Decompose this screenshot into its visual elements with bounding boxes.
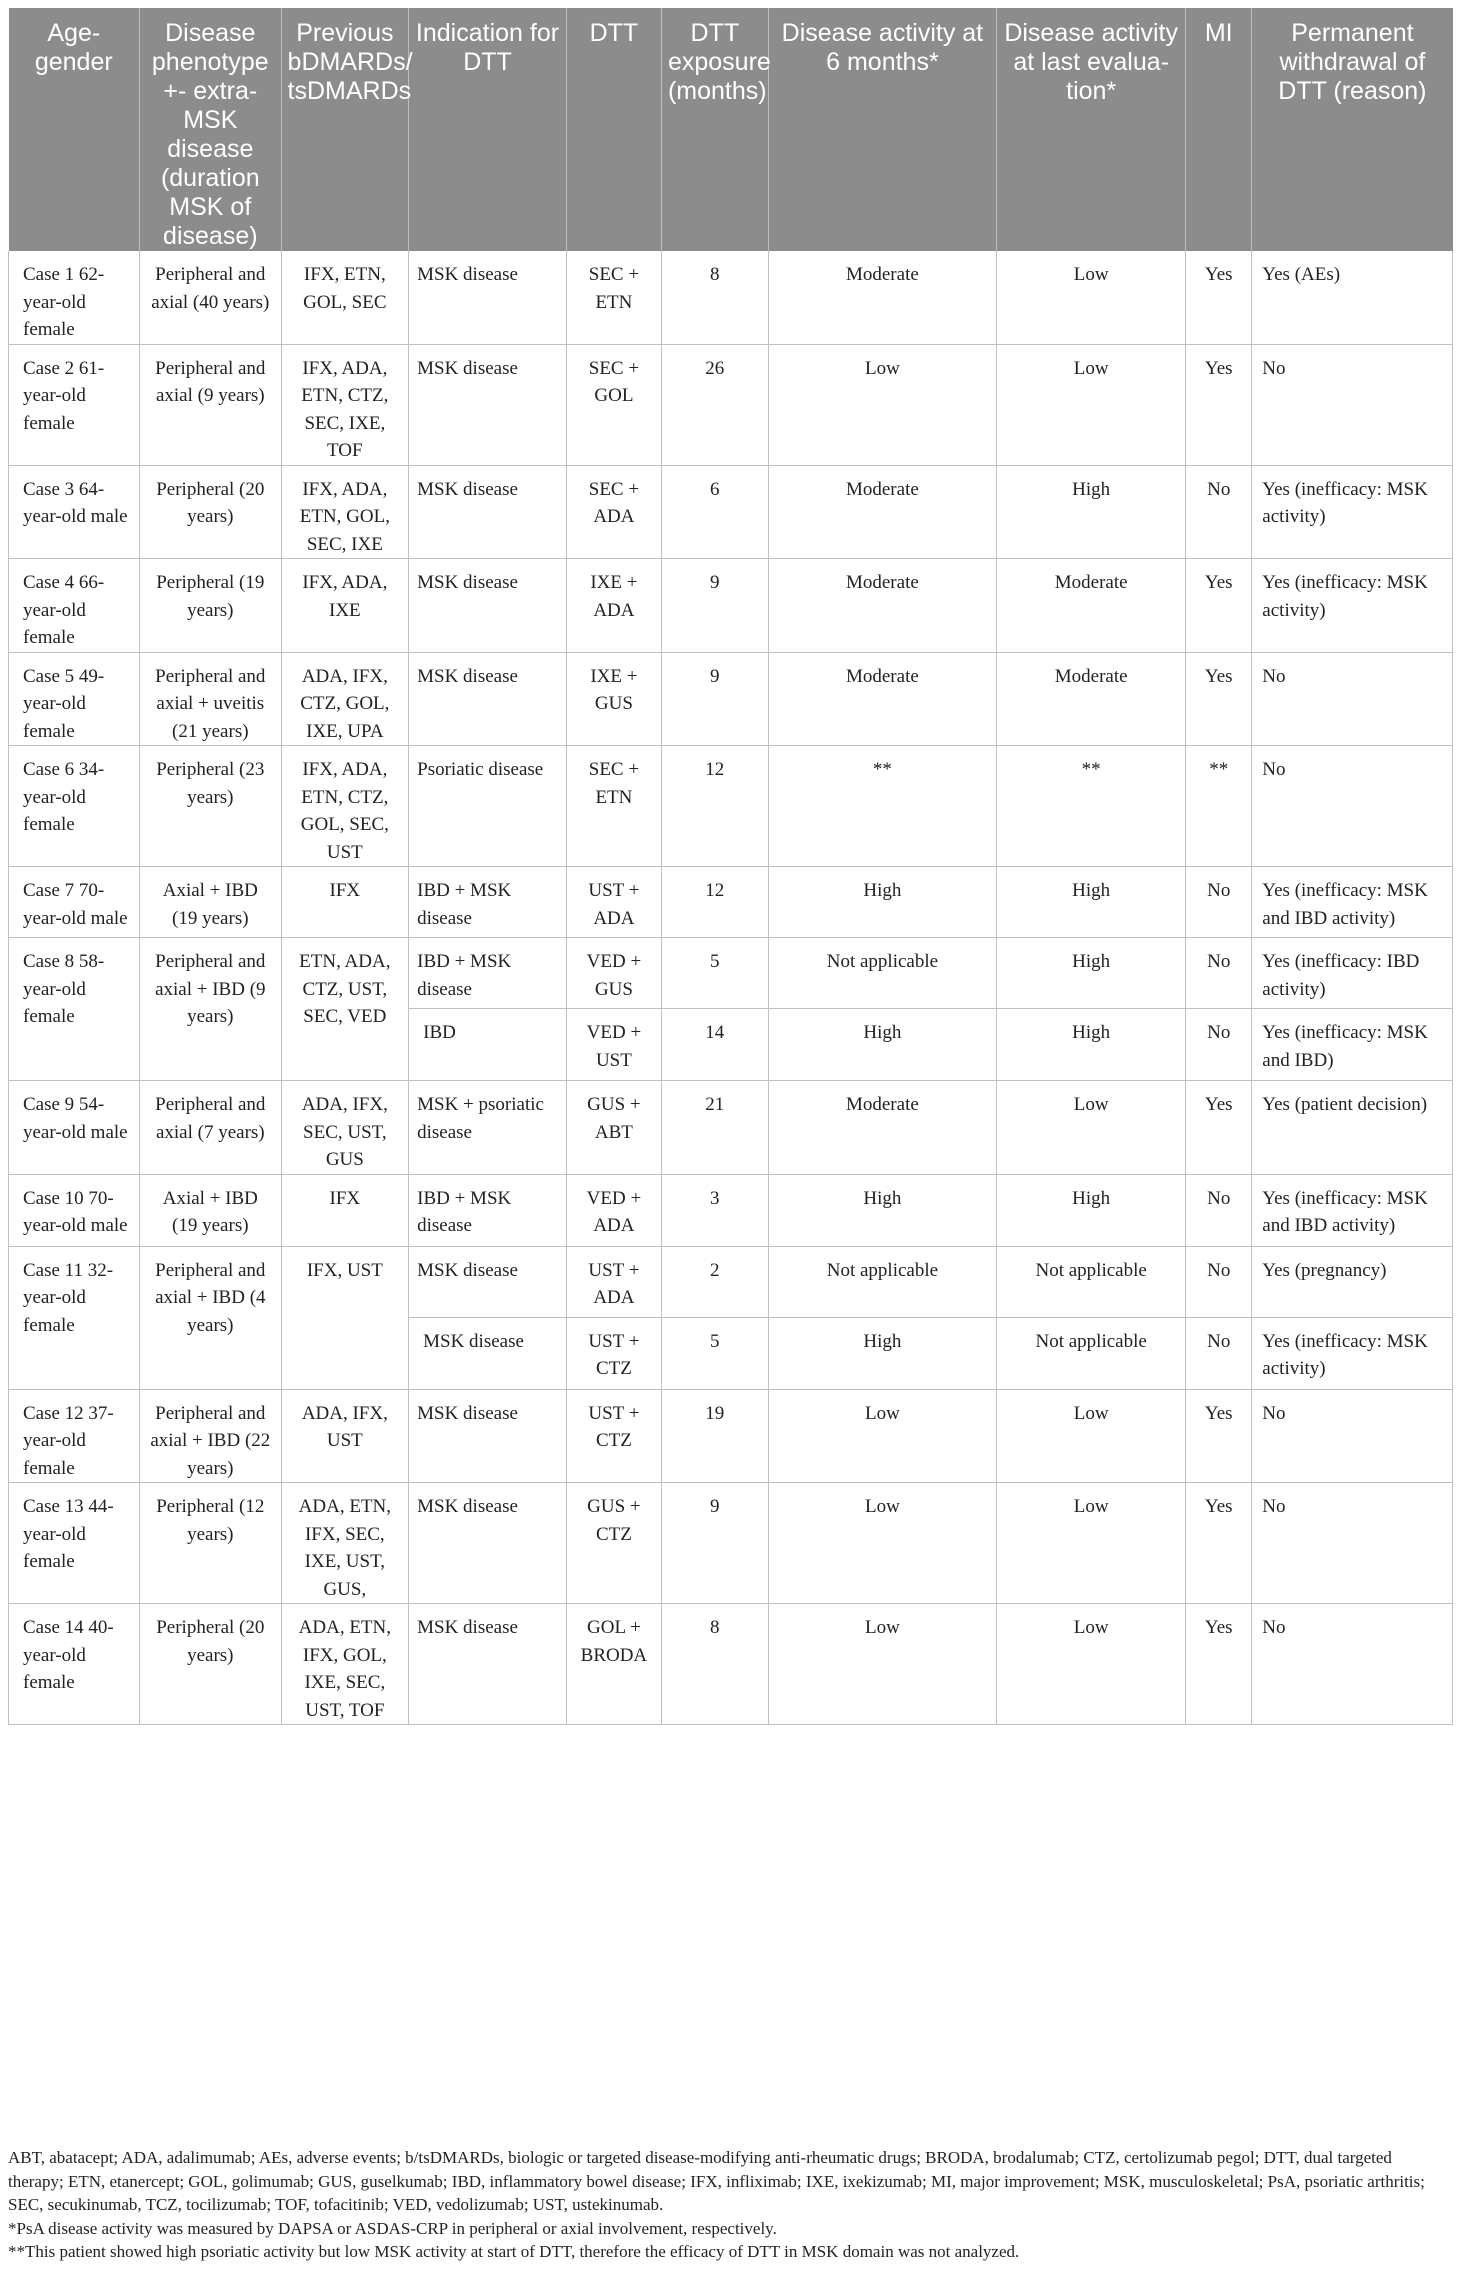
mi-cell: Yes [1186,559,1252,653]
activity-6m-cell: High [768,1009,996,1081]
dtt-cell: VED + GUS [566,938,661,1009]
phenotype-cell: Peripheral and axial + IBD (9 years) [140,938,282,1081]
case-cell: Case 8 58-year-old female [9,938,140,1081]
indication-cell: MSK disease [409,344,567,465]
previous-dmards-cell: ADA, IFX, SEC, UST, GUS [281,1081,409,1175]
activity-6m-cell: High [768,1174,996,1246]
phenotype-cell: Peripheral and axial (9 years) [140,344,282,465]
dtt-cell: SEC + ETN [566,746,661,867]
activity-6m-cell: Moderate [768,465,996,559]
previous-dmards-cell: ADA, IFX, CTZ, GOL, IXE, UPA [281,652,409,746]
indication-cell: MSK disease [409,559,567,653]
mi-cell: Yes [1186,251,1252,344]
dtt-cell: SEC + ADA [566,465,661,559]
case-cell: Case 6 34-year-old female [9,746,140,867]
header-dtt: DTT [566,8,661,251]
activity-6m-cell: High [768,867,996,938]
exposure-cell: 9 [661,1483,768,1604]
case-cell: Case 3 64-year-old male [9,465,140,559]
dtt-cell: GUS + ABT [566,1081,661,1175]
exposure-cell: 12 [661,746,768,867]
exposure-cell: 9 [661,652,768,746]
exposure-cell: 3 [661,1174,768,1246]
dtt-cell: UST + ADA [566,1246,661,1317]
activity-6m-cell: Moderate [768,559,996,653]
previous-dmards-cell: ETN, ADA, CTZ, UST, SEC, VED [281,938,409,1081]
exposure-cell: 2 [661,1246,768,1317]
activity-last-cell: Not applicable [997,1317,1186,1389]
header-mi: MI [1186,8,1252,251]
withdrawal-cell: Yes (patient decision) [1252,1081,1453,1175]
indication-cell: Psoriatic disease [409,746,567,867]
exposure-cell: 26 [661,344,768,465]
mi-cell: No [1186,465,1252,559]
table-row [9,1246,1453,1317]
abbreviations-note: ABT, abatacept; ADA, adalimumab; AEs, adverse events; b/tsDMARDs, biologic or targeted disease-modifying anti-rheumatic drugs; BRODA, brodalumab; CTZ, certolizumab pegol; DTT, dual targeted therapy; ETN, etanercept; GOL, golimumab; GUS, guselkumab; IBD, inflammatory bowel disease; IFX, infliximab; IXE, ixekizumab; MI, major improvement; MSK, musculoskeletal; PsA, psoriatic arthritis; SEC, secukinumab, TCZ, tocilizumab; TOF, tofacitinib; VED, vedolizumab; UST, ustekinumab. [8,2148,1425,2214]
case-cell: Case 5 49-year-old female [9,652,140,746]
withdrawal-cell: Yes (inefficacy: MSK activity) [1252,1317,1453,1389]
activity-last-cell: High [997,465,1186,559]
withdrawal-cell: Yes (inefficacy: MSK and IBD) [1252,1009,1453,1081]
activity-last-cell: Low [997,1389,1186,1483]
table-row [9,1483,1453,1604]
dtt-cell: VED + UST [566,1009,661,1081]
dtt-cell: SEC + GOL [566,344,661,465]
phenotype-cell: Axial + IBD (19 years) [140,867,282,938]
withdrawal-cell: Yes (pregnancy) [1252,1246,1453,1317]
activity-last-cell: High [997,1009,1186,1081]
table-row [9,1389,1453,1483]
activity-6m-cell: Moderate [768,652,996,746]
header-age-gender: Age-gender [9,8,140,251]
mi-cell: No [1186,1009,1252,1081]
exposure-cell: 9 [661,559,768,653]
header-activity-last: Disease activity at last evalua-tion* [997,8,1186,251]
case-cell: Case 11 32-year-old female [9,1246,140,1389]
withdrawal-cell: Yes (inefficacy: MSK and IBD activity) [1252,867,1453,938]
indication-cell: MSK disease [409,1483,567,1604]
indication-cell: MSK disease [409,1246,567,1317]
activity-last-cell: Low [997,1081,1186,1175]
withdrawal-cell: No [1252,1604,1453,1725]
exposure-cell: 14 [661,1009,768,1081]
footnote-patient: **This patient showed high psoriatic activity but low MSK activity at start of DTT, therefore the efficacy of DTT in MSK domain was not analyzed. [8,2242,1020,2261]
table-row [9,652,1453,746]
previous-dmards-cell: ADA, ETN, IFX, SEC, IXE, UST, GUS, [281,1483,409,1604]
case-cell: Case 13 44-year-old female [9,1483,140,1604]
phenotype-cell: Peripheral (20 years) [140,1604,282,1725]
header-exposure: DTT exposure (months) [661,8,768,251]
indication-cell: IBD [409,1009,567,1081]
withdrawal-cell: Yes (inefficacy: MSK activity) [1252,559,1453,653]
case-cell: Case 4 66-year-old female [9,559,140,653]
activity-6m-cell: Low [768,1483,996,1604]
activity-6m-cell: Low [768,1389,996,1483]
mi-cell: No [1186,1246,1252,1317]
phenotype-cell: Peripheral (12 years) [140,1483,282,1604]
activity-last-cell: Low [997,251,1186,344]
mi-cell: No [1186,1317,1252,1389]
exposure-cell: 5 [661,938,768,1009]
table-body [9,251,1453,1725]
previous-dmards-cell: IFX, ADA, ETN, CTZ, SEC, IXE, TOF [281,344,409,465]
withdrawal-cell: Yes (inefficacy: MSK and IBD activity) [1252,1174,1453,1246]
table-row [9,465,1453,559]
previous-dmards-cell: IFX, ETN, GOL, SEC [281,251,409,344]
dtt-cell: IXE + GUS [566,652,661,746]
case-cell: Case 1 62-year-old female [9,251,140,344]
exposure-cell: 12 [661,867,768,938]
dtt-cell: UST + CTZ [566,1389,661,1483]
table-row [9,1604,1453,1725]
activity-last-cell: Low [997,344,1186,465]
dtt-cases-table [8,8,1453,1725]
activity-last-cell: ** [997,746,1186,867]
previous-dmards-cell: IFX, ADA, IXE [281,559,409,653]
indication-cell: IBD + MSK disease [409,1174,567,1246]
activity-last-cell: High [997,867,1186,938]
case-cell: Case 2 61-year-old female [9,344,140,465]
activity-last-cell: Moderate [997,559,1186,653]
table-footnotes [8,2146,1448,2264]
withdrawal-cell: Yes (AEs) [1252,251,1453,344]
dtt-cell: UST + ADA [566,867,661,938]
exposure-cell: 6 [661,465,768,559]
activity-last-cell: High [997,938,1186,1009]
case-cell: Case 7 70-year-old male [9,867,140,938]
activity-6m-cell: ** [768,746,996,867]
previous-dmards-cell: ADA, IFX, UST [281,1389,409,1483]
exposure-cell: 5 [661,1317,768,1389]
mi-cell: Yes [1186,1081,1252,1175]
activity-6m-cell: Moderate [768,1081,996,1175]
withdrawal-cell: Yes (inefficacy: IBD activity) [1252,938,1453,1009]
phenotype-cell: Peripheral (19 years) [140,559,282,653]
indication-cell: MSK disease [409,652,567,746]
dtt-cell: SEC + ETN [566,251,661,344]
dtt-cell: GOL + BRODA [566,1604,661,1725]
phenotype-cell: Peripheral (20 years) [140,465,282,559]
mi-cell: ** [1186,746,1252,867]
case-cell: Case 10 70-year-old male [9,1174,140,1246]
activity-6m-cell: Moderate [768,251,996,344]
table-row [9,344,1453,465]
activity-last-cell: Moderate [997,652,1186,746]
withdrawal-cell: No [1252,746,1453,867]
activity-6m-cell: Low [768,344,996,465]
activity-last-cell: High [997,1174,1186,1246]
mi-cell: Yes [1186,1389,1252,1483]
withdrawal-cell: No [1252,344,1453,465]
case-cell: Case 12 37-year-old female [9,1389,140,1483]
phenotype-cell: Peripheral and axial (40 years) [140,251,282,344]
case-cell: Case 14 40-year-old female [9,1604,140,1725]
table-row [9,1081,1453,1175]
phenotype-cell: Peripheral and axial + uveitis (21 years) [140,652,282,746]
indication-cell: MSK disease [409,1317,567,1389]
table-row [9,746,1453,867]
case-cell: Case 9 54-year-old male [9,1081,140,1175]
header-previous-dmards: Previous bDMARDs/ tsDMARDs [281,8,409,251]
phenotype-cell: Peripheral and axial + IBD (22 years) [140,1389,282,1483]
indication-cell: MSK disease [409,465,567,559]
activity-6m-cell: Not applicable [768,1246,996,1317]
table-row [9,251,1453,344]
activity-last-cell: Low [997,1604,1186,1725]
table-row [9,559,1453,653]
mi-cell: Yes [1186,652,1252,746]
phenotype-cell: Axial + IBD (19 years) [140,1174,282,1246]
header-activity-6m: Disease activity at 6 months* [768,8,996,251]
mi-cell: Yes [1186,1604,1252,1725]
withdrawal-cell: No [1252,1389,1453,1483]
exposure-cell: 19 [661,1389,768,1483]
indication-cell: MSK disease [409,251,567,344]
mi-cell: Yes [1186,344,1252,465]
withdrawal-cell: Yes (inefficacy: MSK activity) [1252,465,1453,559]
dtt-cell: GUS + CTZ [566,1483,661,1604]
table-row [9,1174,1453,1246]
mi-cell: Yes [1186,1483,1252,1604]
activity-6m-cell: Not applicable [768,938,996,1009]
phenotype-cell: Peripheral and axial + IBD (4 years) [140,1246,282,1389]
previous-dmards-cell: IFX [281,1174,409,1246]
indication-cell: IBD + MSK disease [409,938,567,1009]
activity-6m-cell: Low [768,1604,996,1725]
dtt-cell: IXE + ADA [566,559,661,653]
activity-6m-cell: High [768,1317,996,1389]
mi-cell: No [1186,867,1252,938]
header-phenotype: Disease phenotype +- extra-MSK disease (duration MSK of disease) [140,8,282,251]
table-row [9,938,1453,1009]
previous-dmards-cell: IFX, ADA, ETN, GOL, SEC, IXE [281,465,409,559]
header-indication: Indication for DTT [409,8,567,251]
previous-dmards-cell: IFX, UST [281,1246,409,1389]
activity-last-cell: Not applicable [997,1246,1186,1317]
exposure-cell: 8 [661,251,768,344]
footnote-activity: *PsA disease activity was measured by DAPSA or ASDAS-CRP in peripheral or axial involvement, respectively. [8,2218,777,2238]
indication-cell: MSK disease [409,1604,567,1725]
table-row [9,867,1453,938]
indication-cell: IBD + MSK disease [409,867,567,938]
exposure-cell: 8 [661,1604,768,1725]
previous-dmards-cell: ADA, ETN, IFX, GOL, IXE, SEC, UST, TOF [281,1604,409,1725]
withdrawal-cell: No [1252,652,1453,746]
previous-dmards-cell: IFX [281,867,409,938]
withdrawal-cell: No [1252,1483,1453,1604]
exposure-cell: 21 [661,1081,768,1175]
previous-dmards-cell: IFX, ADA, ETN, CTZ, GOL, SEC, UST [281,746,409,867]
indication-cell: MSK + psoriatic disease [409,1081,567,1175]
dtt-cell: UST + CTZ [566,1317,661,1389]
header-withdrawal: Permanent withdrawal of DTT (reason) [1252,8,1453,251]
table-header-row [9,8,1453,251]
indication-cell: MSK disease [409,1389,567,1483]
mi-cell: No [1186,1174,1252,1246]
activity-last-cell: Low [997,1483,1186,1604]
phenotype-cell: Peripheral (23 years) [140,746,282,867]
dtt-cell: VED + ADA [566,1174,661,1246]
phenotype-cell: Peripheral and axial (7 years) [140,1081,282,1175]
mi-cell: No [1186,938,1252,1009]
